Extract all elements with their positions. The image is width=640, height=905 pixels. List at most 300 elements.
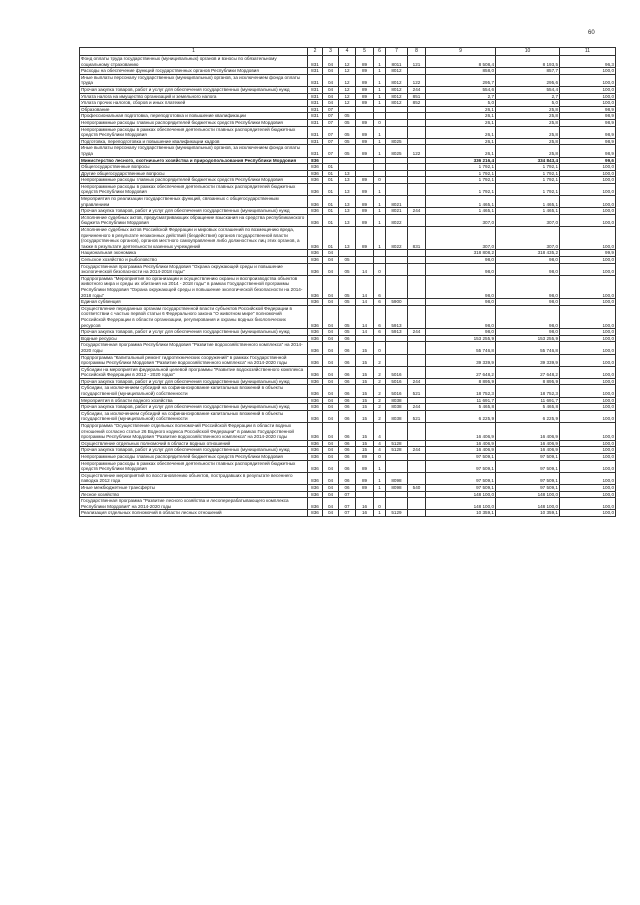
- row-code-cell: 05: [339, 126, 356, 138]
- table-row: [80, 354, 616, 366]
- row-value-cell: 98,9: [560, 126, 616, 138]
- row-value-cell: 98,9: [560, 138, 616, 145]
- row-code-cell: [386, 164, 408, 171]
- row-code-cell: 2: [374, 354, 386, 366]
- row-value-cell: 8 508,4: [426, 56, 496, 68]
- row-code-cell: 2: [374, 366, 386, 378]
- row-code-cell: 04: [323, 86, 339, 93]
- table-row: [80, 484, 616, 491]
- row-name-cell: Непрограммные расходы главных распорядителей бюджетных средств Республики Мордовия: [80, 177, 308, 184]
- row-code-cell: 06: [339, 454, 356, 461]
- row-value-cell: 25,8: [496, 138, 560, 145]
- row-code-cell: 831: [308, 106, 323, 113]
- row-value-cell: 25,8: [496, 113, 560, 120]
- row-name-cell: Прочая закупка товаров, работ и услуг для обеспечения государственных (муниципальных) нужд: [80, 329, 308, 336]
- row-code-cell: 244: [408, 329, 426, 336]
- table-row: [80, 74, 616, 86]
- row-code-cell: 04: [323, 440, 339, 447]
- row-value-cell: 10 359,1: [496, 510, 560, 517]
- row-code-cell: [408, 113, 426, 120]
- table-row: [80, 208, 616, 215]
- row-name-cell: Единая субвенция: [80, 299, 308, 306]
- row-code-cell: 14: [356, 299, 374, 306]
- row-value-cell: 100,0: [560, 93, 616, 100]
- row-code-cell: 01: [323, 164, 339, 171]
- row-code-cell: 04: [323, 299, 339, 306]
- row-name-cell: Сельское хозяйство и рыболовство: [80, 257, 308, 264]
- table-row: [80, 106, 616, 113]
- row-value-cell: 1 792,1: [426, 183, 496, 195]
- row-code-cell: 01: [323, 170, 339, 177]
- row-code-cell: 89: [356, 74, 374, 86]
- row-name-cell: Лесное хозяйство: [80, 491, 308, 498]
- row-value-cell: 98,0: [496, 275, 560, 298]
- row-code-cell: 15: [356, 397, 374, 404]
- row-value-cell: 25,8: [496, 126, 560, 138]
- row-code-cell: 8098: [386, 484, 408, 491]
- row-value-cell: 5 465,8: [426, 404, 496, 411]
- row-value-cell: 1 792,1: [496, 183, 560, 195]
- row-code-cell: [374, 106, 386, 113]
- row-code-cell: [339, 250, 356, 257]
- row-name-cell: Иные выплаты персоналу государственных (муниципальных) органов, за исключением фонда оплаты труда: [80, 145, 308, 157]
- table-row: [80, 410, 616, 422]
- row-name-cell: Государственная программа Республики Мордовия "Охрана окружающей среды и повышение экологической безопасности на 2014-2018 годы": [80, 263, 308, 275]
- row-code-cell: 122: [408, 74, 426, 86]
- row-value-cell: 55 746,8: [496, 342, 560, 354]
- row-value-cell: 1 792,1: [426, 177, 496, 184]
- row-code-cell: 5128: [386, 447, 408, 454]
- row-code-cell: 89: [356, 93, 374, 100]
- row-code-cell: 1: [374, 74, 386, 86]
- row-code-cell: 04: [323, 472, 339, 484]
- row-value-cell: 318 435,2: [496, 250, 560, 257]
- row-code-cell: 836: [308, 472, 323, 484]
- row-name-cell: Мероприятия по реализации государственных функций, связанных с общегосударственным управлением: [80, 196, 308, 208]
- row-value-cell: 98,9: [560, 106, 616, 113]
- row-code-cell: 8038: [386, 410, 408, 422]
- table-row: [80, 423, 616, 441]
- row-code-cell: 04: [323, 378, 339, 385]
- row-name-cell: Иные межбюджетные трансферты: [80, 484, 308, 491]
- row-name-cell: Непрограммные расходы главных распорядителей бюджетных средств Республики Мордовия: [80, 454, 308, 461]
- row-code-cell: [356, 250, 374, 257]
- row-code-cell: 122: [408, 145, 426, 157]
- column-header: 7: [386, 48, 408, 56]
- row-code-cell: 04: [323, 329, 339, 336]
- row-code-cell: 06: [339, 385, 356, 397]
- row-code-cell: [408, 491, 426, 498]
- row-code-cell: 0: [374, 498, 386, 510]
- row-value-cell: 98,9: [560, 113, 616, 120]
- row-value-cell: 858,0: [426, 68, 496, 75]
- row-code-cell: [408, 196, 426, 208]
- row-code-cell: 2: [374, 378, 386, 385]
- row-code-cell: 89: [356, 484, 374, 491]
- row-code-cell: [408, 106, 426, 113]
- row-code-cell: 8021: [386, 196, 408, 208]
- row-code-cell: [408, 299, 426, 306]
- row-code-cell: 8098: [386, 472, 408, 484]
- row-code-cell: 831: [308, 93, 323, 100]
- column-header: 6: [374, 48, 386, 56]
- row-value-cell: 25,8: [496, 119, 560, 126]
- row-code-cell: 836: [308, 257, 323, 264]
- row-value-cell: 100,0: [560, 299, 616, 306]
- row-code-cell: 836: [308, 342, 323, 354]
- row-code-cell: 06: [339, 472, 356, 484]
- row-code-cell: 831: [308, 68, 323, 75]
- row-code-cell: 07: [323, 145, 339, 157]
- row-name-cell: Осуществление переданных органам государственной власти субъектов Российской Федерации в соответствии с частью первой статьи 6 Федерального закона "О животном мире" полномочий Российской Федерации в области организации, регулирования и охраны водных биологических ресурсов: [80, 305, 308, 328]
- row-name-cell: Прочая закупка товаров, работ и услуг для обеспечения государственных (муниципальных) нужд: [80, 86, 308, 93]
- row-code-cell: 0: [374, 342, 386, 354]
- row-value-cell: 1 465,1: [426, 196, 496, 208]
- row-code-cell: 836: [308, 275, 323, 298]
- row-code-cell: 06: [339, 404, 356, 411]
- row-code-cell: 06: [339, 423, 356, 441]
- row-name-cell: Подпрограмма "Мероприятия по организации и осуществлению охраны и воспроизводства объектов животного мира и среды их обитания на 2014 - 2018 годы" в рамках Государственной программы Республики Мордовия "Охрана окружающей среды и повышение экологической безопасности на 2014-2018 годы": [80, 275, 308, 298]
- row-value-cell: 5 465,8: [496, 404, 560, 411]
- row-code-cell: 1: [374, 126, 386, 138]
- row-code-cell: 831: [408, 227, 426, 250]
- row-code-cell: 8012: [386, 74, 408, 86]
- row-name-cell: Осуществление мероприятий по восстановлению объектов, пострадавших в результате весеннего паводка 2012 года: [80, 472, 308, 484]
- row-value-cell: 27 648,2: [496, 366, 560, 378]
- table-row: [80, 335, 616, 342]
- row-code-cell: [386, 342, 408, 354]
- column-header: 5: [356, 48, 374, 56]
- row-value-cell: 100,0: [560, 164, 616, 171]
- row-name-cell: Уплата прочих налогов, сборов и иных платежей: [80, 100, 308, 107]
- row-code-cell: 15: [356, 423, 374, 441]
- row-name-cell: Другие общегосударственные вопросы: [80, 170, 308, 177]
- row-value-cell: 1 465,1: [426, 208, 496, 215]
- row-code-cell: 01: [323, 227, 339, 250]
- table-row: [80, 305, 616, 328]
- row-code-cell: 89: [356, 196, 374, 208]
- row-code-cell: [408, 440, 426, 447]
- row-code-cell: 12: [339, 56, 356, 68]
- row-value-cell: 26,1: [426, 138, 496, 145]
- row-code-cell: 836: [308, 404, 323, 411]
- row-code-cell: 01: [323, 208, 339, 215]
- row-code-cell: 1: [374, 183, 386, 195]
- row-code-cell: [408, 335, 426, 342]
- row-code-cell: 07: [323, 138, 339, 145]
- row-name-cell: Государственная программа Республики Мордовия "Развитие водохозяйственного комплекса" на 2014-2020 годы: [80, 342, 308, 354]
- row-code-cell: 15: [356, 342, 374, 354]
- row-code-cell: 07: [323, 113, 339, 120]
- row-code-cell: 15: [356, 378, 374, 385]
- row-value-cell: 1 792,1: [496, 164, 560, 171]
- row-name-cell: Исполнение судебных актов Российской Федерации и мировых соглашений по возмещению вреда, причиненного в результате незаконных действий (бездействия) органов государственной власти (государственных органов), органов местного самоуправления либо должностных лиц этих органов, а также в результате деятельности казенных учреждений: [80, 227, 308, 250]
- row-code-cell: 836: [308, 335, 323, 342]
- row-code-cell: 836: [308, 157, 323, 164]
- row-code-cell: 04: [323, 342, 339, 354]
- row-value-cell: 100,0: [560, 100, 616, 107]
- row-value-cell: 98,0: [426, 275, 496, 298]
- row-value-cell: 100,0: [560, 410, 616, 422]
- row-value-cell: 307,0: [426, 214, 496, 226]
- row-value-cell: 153 255,9: [426, 335, 496, 342]
- row-code-cell: [356, 113, 374, 120]
- row-code-cell: 6: [374, 329, 386, 336]
- row-code-cell: [386, 460, 408, 472]
- row-code-cell: 07: [339, 491, 356, 498]
- row-value-cell: 98,0: [496, 299, 560, 306]
- row-code-cell: 5016: [386, 378, 408, 385]
- table-row: [80, 491, 616, 498]
- row-value-cell: 6 225,9: [496, 410, 560, 422]
- row-value-cell: 100,0: [560, 440, 616, 447]
- row-value-cell: 100,0: [560, 183, 616, 195]
- row-code-cell: 89: [356, 227, 374, 250]
- row-code-cell: [386, 491, 408, 498]
- row-code-cell: [408, 183, 426, 195]
- row-code-cell: 04: [323, 447, 339, 454]
- row-value-cell: 100,0: [560, 397, 616, 404]
- row-code-cell: 1: [374, 196, 386, 208]
- row-code-cell: 04: [323, 100, 339, 107]
- row-code-cell: 836: [308, 183, 323, 195]
- table-row: [80, 196, 616, 208]
- row-code-cell: [374, 250, 386, 257]
- row-code-cell: 1: [374, 93, 386, 100]
- table-row: [80, 157, 616, 164]
- row-code-cell: [386, 170, 408, 177]
- row-code-cell: [356, 257, 374, 264]
- row-value-cell: 100,0: [560, 385, 616, 397]
- row-value-cell: 100,0: [560, 460, 616, 472]
- row-code-cell: 0: [374, 263, 386, 275]
- row-name-cell: Прочая закупка товаров, работ и услуг для обеспечения государственных (муниципальных) нужд: [80, 447, 308, 454]
- row-code-cell: 04: [323, 263, 339, 275]
- row-code-cell: 1: [374, 56, 386, 68]
- row-value-cell: 100,0: [560, 423, 616, 441]
- row-code-cell: 5016: [386, 366, 408, 378]
- row-value-cell: 857,7: [496, 68, 560, 75]
- row-code-cell: 07: [339, 498, 356, 510]
- row-value-cell: 100,0: [560, 196, 616, 208]
- row-code-cell: 15: [356, 354, 374, 366]
- row-value-cell: 26,1: [426, 113, 496, 120]
- row-value-cell: 16 406,9: [496, 440, 560, 447]
- row-value-cell: 98,0: [426, 329, 496, 336]
- column-header-row: [80, 48, 616, 56]
- row-value-cell: 100,0: [560, 335, 616, 342]
- column-header: 4: [339, 48, 356, 56]
- row-value-cell: 16 406,9: [496, 447, 560, 454]
- row-name-cell: Осуществление отдельных полномочий в области водных отношений: [80, 440, 308, 447]
- row-code-cell: [374, 335, 386, 342]
- row-name-cell: Прочая закупка товаров, работ и услуг для обеспечения государственных (муниципальных) нужд: [80, 208, 308, 215]
- row-code-cell: [408, 250, 426, 257]
- row-value-cell: 16 406,9: [426, 440, 496, 447]
- row-code-cell: 16: [356, 498, 374, 510]
- row-code-cell: 831: [308, 56, 323, 68]
- row-code-cell: [386, 454, 408, 461]
- row-code-cell: 8022: [386, 227, 408, 250]
- table-row: [80, 263, 616, 275]
- row-code-cell: 836: [308, 250, 323, 257]
- row-code-cell: 1: [374, 227, 386, 250]
- row-code-cell: [408, 397, 426, 404]
- row-code-cell: 836: [308, 491, 323, 498]
- row-code-cell: [408, 510, 426, 517]
- table-row: [80, 183, 616, 195]
- row-value-cell: 8 193,5: [496, 56, 560, 68]
- row-code-cell: 04: [323, 404, 339, 411]
- table-row: [80, 250, 616, 257]
- row-code-cell: 0: [374, 177, 386, 184]
- row-value-cell: 97 509,1: [496, 454, 560, 461]
- row-code-cell: 836: [308, 385, 323, 397]
- row-value-cell: 295,7: [426, 74, 496, 86]
- row-code-cell: 8021: [386, 208, 408, 215]
- table-row: [80, 86, 616, 93]
- row-code-cell: [374, 157, 386, 164]
- row-value-cell: 100,0: [560, 454, 616, 461]
- row-code-cell: 06: [339, 354, 356, 366]
- row-value-cell: 100,0: [560, 484, 616, 491]
- row-code-cell: [408, 157, 426, 164]
- row-value-cell: 18 752,3: [496, 385, 560, 397]
- row-code-cell: 836: [308, 460, 323, 472]
- column-header: 11: [560, 48, 616, 56]
- row-code-cell: 836: [308, 440, 323, 447]
- row-value-cell: 26,1: [426, 145, 496, 157]
- row-code-cell: 8012: [386, 86, 408, 93]
- row-code-cell: 13: [339, 170, 356, 177]
- row-name-cell: Водные ресурсы: [80, 335, 308, 342]
- row-value-cell: 318 808,2: [426, 250, 496, 257]
- row-value-cell: 98,0: [426, 305, 496, 328]
- row-code-cell: 89: [356, 208, 374, 215]
- row-code-cell: 4: [374, 423, 386, 441]
- row-code-cell: 831: [308, 138, 323, 145]
- row-code-cell: 8038: [386, 397, 408, 404]
- row-code-cell: [386, 157, 408, 164]
- row-value-cell: 5,0: [426, 100, 496, 107]
- row-code-cell: [408, 342, 426, 354]
- row-value-cell: 100,0: [560, 342, 616, 354]
- row-code-cell: 04: [323, 397, 339, 404]
- row-code-cell: 01: [323, 177, 339, 184]
- row-code-cell: 89: [356, 100, 374, 107]
- row-code-cell: 836: [308, 299, 323, 306]
- row-code-cell: 04: [323, 484, 339, 491]
- row-code-cell: 04: [323, 460, 339, 472]
- row-code-cell: 13: [339, 196, 356, 208]
- row-code-cell: 04: [323, 93, 339, 100]
- column-header: 1: [80, 48, 308, 56]
- row-code-cell: 6: [374, 305, 386, 328]
- row-code-cell: [374, 113, 386, 120]
- row-code-cell: [408, 423, 426, 441]
- row-value-cell: 100,0: [560, 305, 616, 328]
- table-row: [80, 385, 616, 397]
- table-row: [80, 113, 616, 120]
- row-code-cell: 14: [356, 329, 374, 336]
- row-code-cell: 05: [339, 145, 356, 157]
- row-value-cell: 5,0: [496, 100, 560, 107]
- row-code-cell: [323, 157, 339, 164]
- row-code-cell: 836: [308, 170, 323, 177]
- row-code-cell: 6: [374, 299, 386, 306]
- row-code-cell: 06: [339, 460, 356, 472]
- row-value-cell: 100,0: [560, 177, 616, 184]
- row-name-cell: Подпрограмма "Капитальный ремонт гидротехнических сооружений" в рамках Государственной программы Республики Мордовия "Развитие водохозяйственного комплекса" на 2014-2020 годы: [80, 354, 308, 366]
- table-row: [80, 329, 616, 336]
- row-value-cell: 97 509,1: [426, 454, 496, 461]
- row-name-cell: Мероприятия в области водного хозяйства: [80, 397, 308, 404]
- row-value-cell: 97 509,1: [496, 460, 560, 472]
- row-code-cell: 15: [356, 385, 374, 397]
- row-value-cell: 11 691,7: [426, 397, 496, 404]
- row-code-cell: [386, 275, 408, 298]
- row-code-cell: [408, 275, 426, 298]
- row-value-cell: 98,9: [560, 145, 616, 157]
- row-name-cell: Непрограммные расходы главных распорядителей бюджетных средств Республики Мордовия: [80, 119, 308, 126]
- row-code-cell: 244: [408, 404, 426, 411]
- row-code-cell: 836: [308, 177, 323, 184]
- row-code-cell: 05: [339, 113, 356, 120]
- row-value-cell: 307,0: [426, 227, 496, 250]
- row-code-cell: 04: [323, 257, 339, 264]
- row-code-cell: 831: [308, 145, 323, 157]
- row-value-cell: 100,0: [560, 227, 616, 250]
- row-code-cell: [408, 454, 426, 461]
- row-code-cell: 836: [308, 423, 323, 441]
- row-code-cell: [408, 354, 426, 366]
- row-code-cell: [386, 126, 408, 138]
- table-row: [80, 119, 616, 126]
- row-code-cell: [386, 263, 408, 275]
- row-code-cell: 836: [308, 510, 323, 517]
- row-value-cell: 26,1: [426, 126, 496, 138]
- row-value-cell: 8 895,9: [426, 378, 496, 385]
- row-name-cell: Подготовка, переподготовка и повышение квалификации кадров: [80, 138, 308, 145]
- row-code-cell: 8011: [386, 56, 408, 68]
- row-code-cell: 89: [356, 183, 374, 195]
- column-header: 3: [323, 48, 339, 56]
- row-code-cell: 04: [323, 491, 339, 498]
- table-body: [80, 56, 616, 517]
- row-value-cell: 6 225,9: [426, 410, 496, 422]
- row-code-cell: 836: [308, 164, 323, 171]
- row-code-cell: 1: [374, 484, 386, 491]
- row-code-cell: [408, 472, 426, 484]
- row-code-cell: 1: [374, 138, 386, 145]
- table-row: [80, 93, 616, 100]
- row-value-cell: 100,0: [560, 68, 616, 75]
- row-value-cell: 1 792,1: [426, 164, 496, 171]
- row-code-cell: [408, 138, 426, 145]
- row-code-cell: [386, 423, 408, 441]
- row-value-cell: 100,0: [560, 214, 616, 226]
- row-code-cell: 04: [323, 366, 339, 378]
- column-header: 9: [426, 48, 496, 56]
- table-row: [80, 214, 616, 226]
- row-code-cell: [356, 106, 374, 113]
- table-row: [80, 100, 616, 107]
- row-code-cell: 836: [308, 196, 323, 208]
- table-row: [80, 177, 616, 184]
- row-code-cell: [356, 491, 374, 498]
- row-value-cell: 98,0: [496, 329, 560, 336]
- row-code-cell: [408, 214, 426, 226]
